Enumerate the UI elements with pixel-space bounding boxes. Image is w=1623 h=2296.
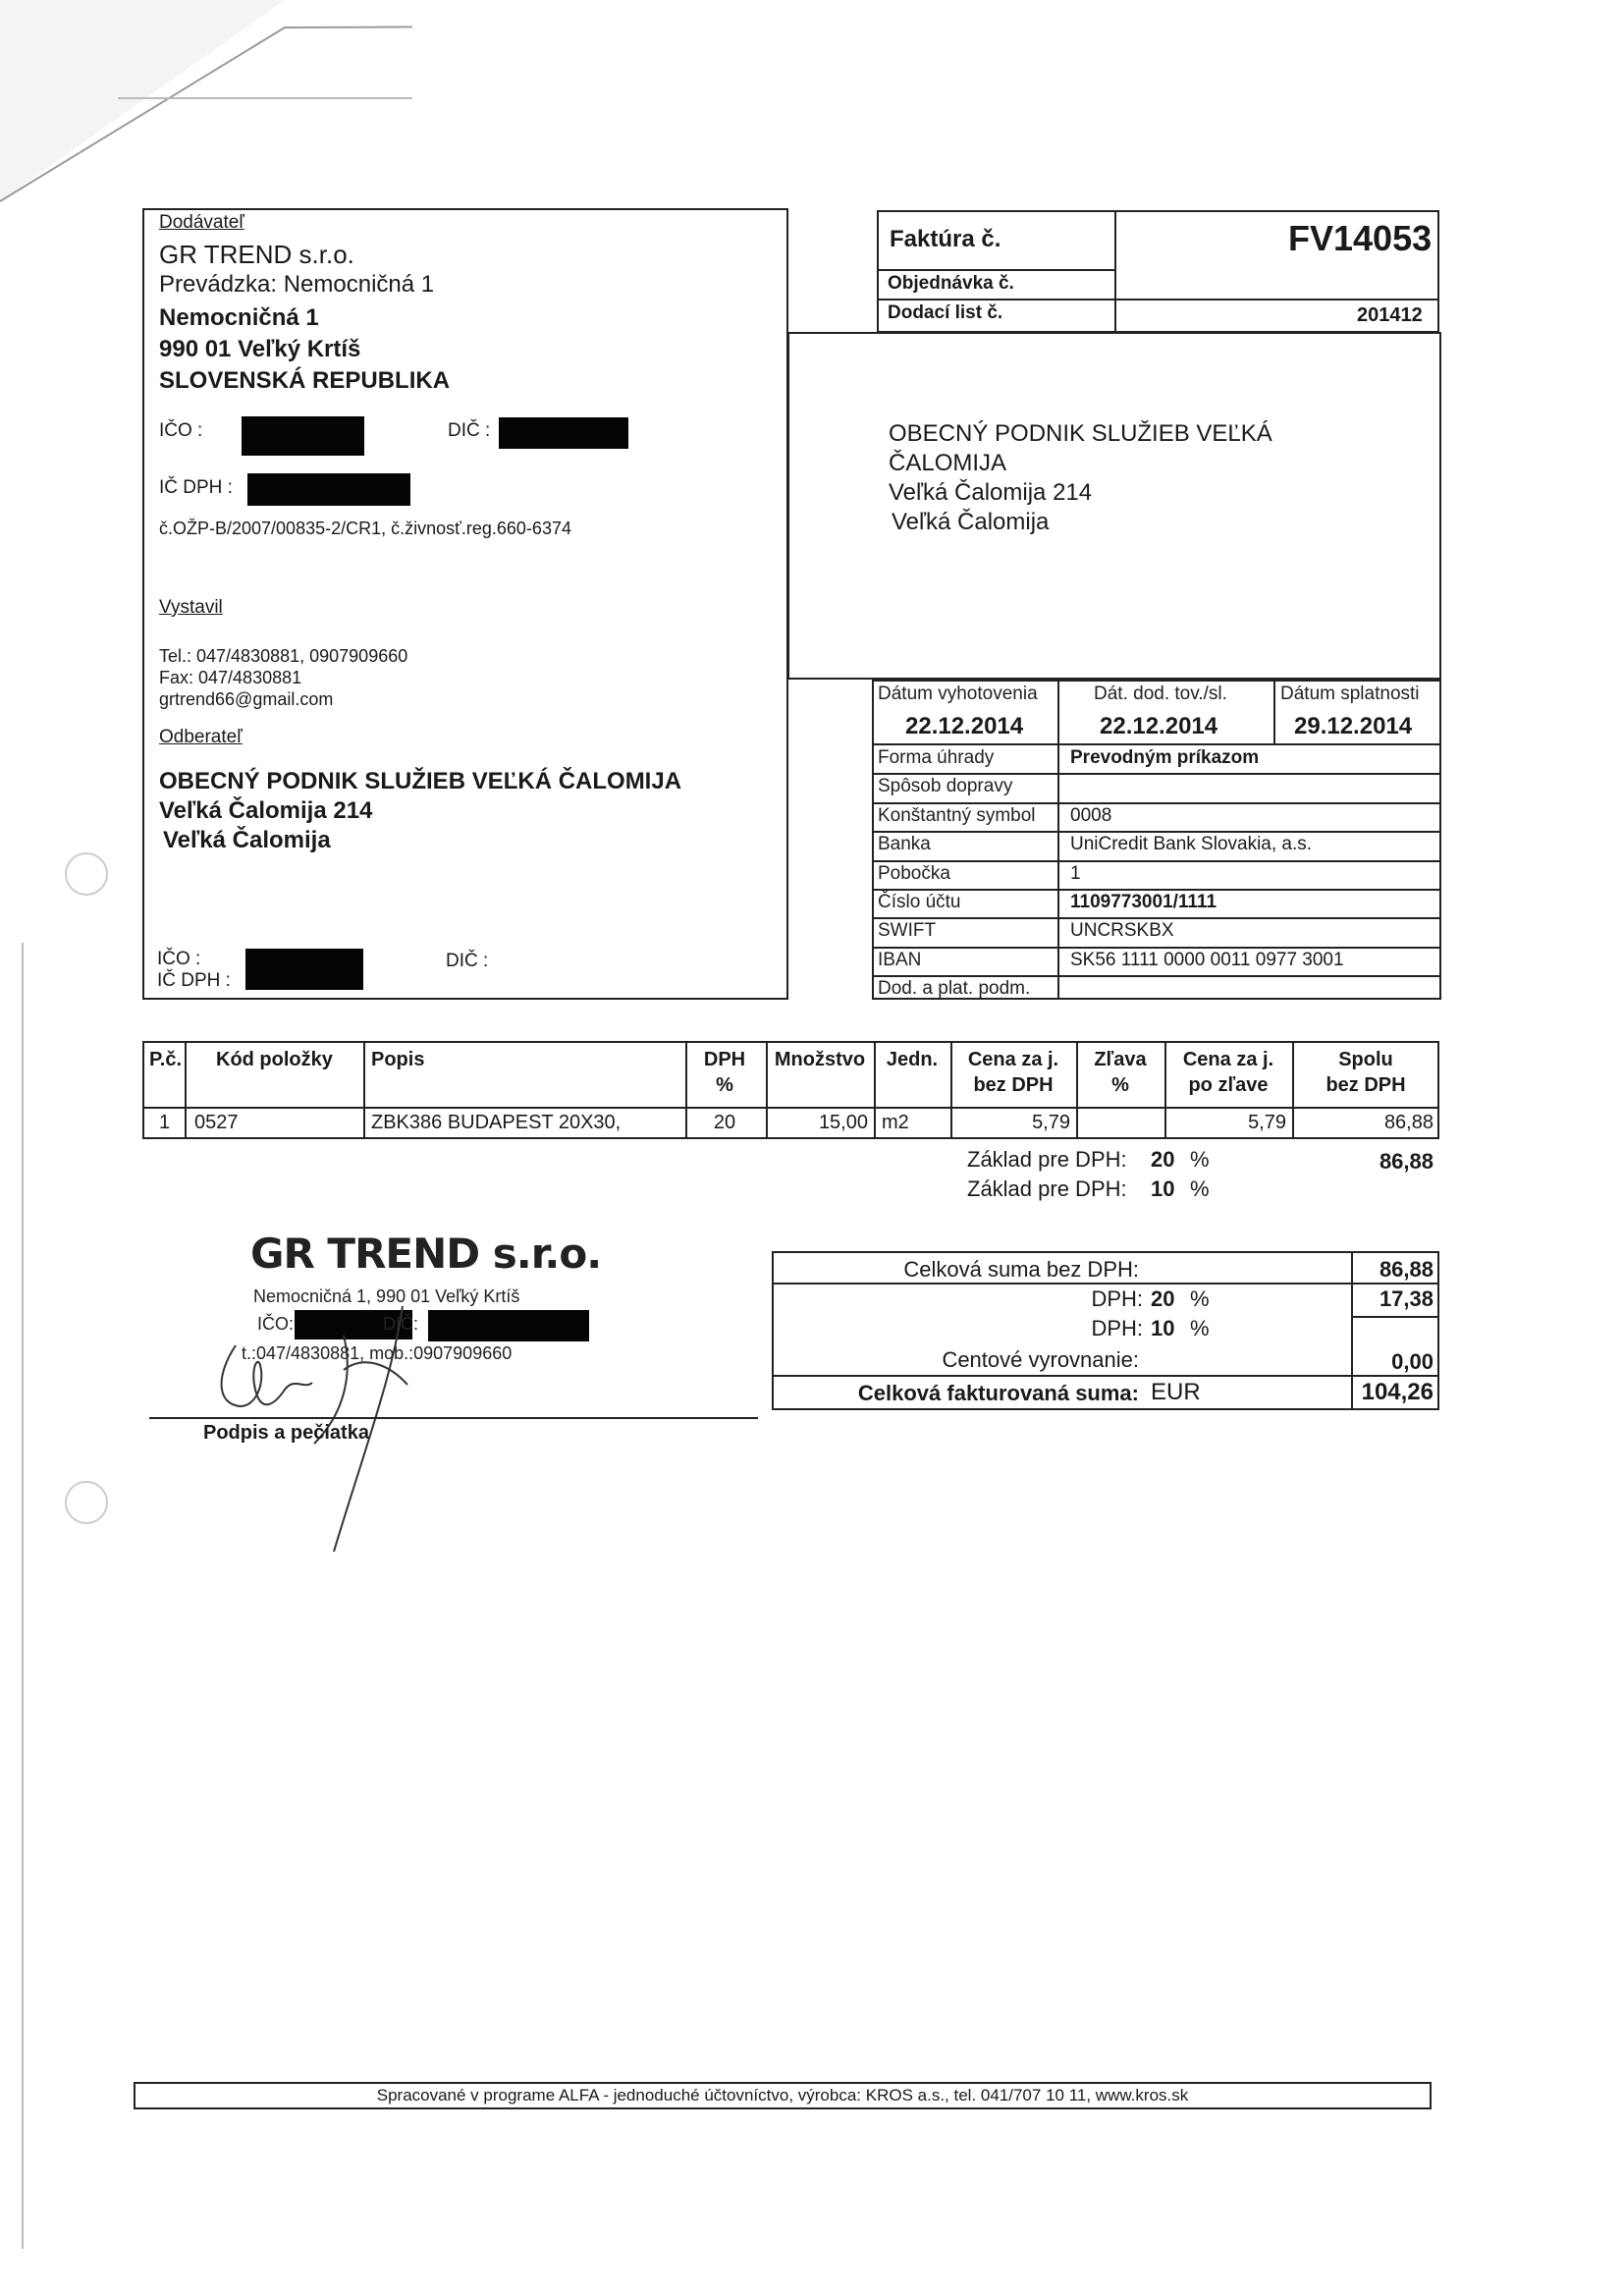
header-price-discounted: Cena za j. [1182,1049,1274,1070]
row-desc: ZBK386 BUDAPEST 20X30, [371,1112,622,1133]
supplier-heading: Dodávateľ [159,212,244,233]
payment-value: 0008 [1070,804,1112,826]
vat-base-10-label: Základ pre DPH: [967,1176,1127,1201]
due-date-value: 29.12.2014 [1294,713,1413,739]
payment-label: SWIFT [878,920,937,942]
delivery-note-value: 201412 [1357,304,1423,326]
delivery-date-value: 22.12.2014 [1100,713,1218,739]
stamp-ico: IČO: [257,1314,295,1334]
row-unit: m2 [882,1112,909,1133]
header-unit: Jedn. [886,1049,939,1070]
invoice-label: Faktúra č. [890,226,1001,252]
header-desc: Popis [371,1049,425,1070]
net-total-label: Celková suma bez DPH: [903,1257,1139,1282]
payment-value: Prevodným príkazom [1070,747,1260,768]
vat10-rate: 10 [1151,1316,1175,1340]
header-price-sub: bez DPH [973,1074,1054,1096]
issue-date-value: 22.12.2014 [905,713,1024,739]
address-line3: Veľká Čalomija 214 [889,479,1093,506]
row-vat: 20 [713,1112,736,1133]
payment-value: UNCRSKBX [1070,920,1174,942]
payment-label: Číslo účtu [878,892,961,912]
header-qty: Množstvo [774,1049,866,1070]
payment-label: Spôsob dopravy [878,776,1013,797]
row-total: 86,88 [1383,1112,1434,1133]
payment-label: Konštantný symbol [878,804,1036,826]
header-discount-unit: % [1111,1074,1129,1096]
payment-value: 1 [1070,862,1081,884]
supplier-premises: Prevádzka: Nemocničná 1 [159,271,435,298]
address-line1: OBECNÝ PODNIK SLUŽIEB VEĽKÁ [889,420,1272,447]
supplier-country: SLOVENSKÁ REPUBLIKA [159,367,451,394]
signature-line [149,1417,758,1419]
supplier-dic-label: DIČ : [448,420,491,441]
redacted-customer-ico [245,949,363,990]
header-discount: Zľava [1094,1049,1147,1070]
redacted-dic [499,417,628,449]
punch-hole [65,852,108,896]
payment-label: Banka [878,834,931,855]
header-total: Spolu [1338,1049,1393,1070]
header-vat-unit: % [716,1074,733,1096]
supplier-icdph-label: IČ DPH : [159,477,233,498]
payment-value: UniCredit Bank Slovakia, a.s. [1070,834,1313,855]
customer-street: Veľká Čalomija 214 [159,797,373,824]
vat10-unit: % [1190,1316,1210,1340]
header-price-discounted-sub: po zľave [1188,1074,1269,1096]
supplier-name: GR TREND s.r.o. [159,240,354,269]
vat20-rate: 20 [1151,1286,1175,1311]
order-label: Objednávka č. [888,273,1014,294]
row-price-discounted: 5,79 [1248,1112,1286,1133]
issued-by-email: grtrend66@gmail.com [159,689,334,709]
header-code: Kód položky [216,1049,333,1070]
header-price: Cena za j. [967,1049,1059,1070]
stamp-dic: DIČ: [383,1314,418,1334]
due-date-label: Dátum splatnosti [1280,683,1420,704]
supplier-city: 990 01 Veľký Krtíš [159,336,361,362]
header-pc: P.č. [149,1049,182,1070]
grand-total-value: 104,26 [1361,1379,1434,1405]
stamp-phone: t.:047/4830881, mob.:0907909660 [242,1343,513,1363]
vat-base-20-unit: % [1190,1147,1210,1172]
stamp-address: Nemocničná 1, 990 01 Veľký Krtíš [253,1286,520,1306]
row-qty: 15,00 [818,1112,868,1133]
redacted-icdph [247,473,410,506]
payment-label: Pobočka [878,862,950,884]
issued-by-heading: Vystavil [159,597,223,618]
issued-by-fax: Fax: 047/4830881 [159,668,302,687]
customer-ico-label: IČO : [157,949,201,969]
delivery-date-label: Dát. dod. tov./sl. [1094,683,1227,704]
net-total-value: 86,88 [1379,1257,1434,1282]
supplier-registration: č.OŽP-B/2007/00835-2/CR1, č.živnosť.reg.660-6374 [159,519,571,538]
row-pc: 1 [159,1112,171,1133]
grand-total-label: Celková fakturovaná suma: [857,1381,1139,1405]
supplier-ico-label: IČO : [159,420,203,441]
customer-city: Veľká Čalomija [163,827,331,853]
supplier-street: Nemocničná 1 [159,304,319,331]
row-code: 0527 [194,1112,239,1133]
header-total-sub: bez DPH [1325,1074,1406,1096]
customer-dic-label: DIČ : [446,951,489,971]
customer-icdph-label: IČ DPH : [157,970,231,991]
left-edge-line [22,943,24,2249]
customer-heading: Odberateľ [159,727,243,747]
payment-label: IBAN [878,949,922,970]
address-window [787,332,1441,680]
signature-label: Podpis a pečiatka [203,1422,369,1444]
delivery-note-label: Dodací list č. [888,302,1003,323]
vat-base-10-rate: 10 [1151,1176,1175,1201]
customer-name: OBECNÝ PODNIK SLUŽIEB VEĽKÁ ČALOMIJA [159,768,682,794]
grand-total-currency: EUR [1151,1379,1201,1405]
redacted-ico [242,416,364,456]
address-line2: ČALOMIJA [889,450,1007,476]
punch-hole [65,1481,108,1524]
vat-base-20-value: 86,88 [1379,1149,1434,1174]
vat10-label: DPH: [1091,1316,1143,1340]
issue-date-label: Dátum vyhotovenia [878,683,1038,704]
vat20-value: 17,38 [1379,1286,1434,1311]
vat20-unit: % [1190,1286,1210,1311]
folded-corner [0,0,412,216]
payment-label: Dod. a plat. podm. [878,978,1031,1000]
vat-base-10-unit: % [1190,1176,1210,1201]
footer-text: Spracované v programe ALFA - jednoduché účtovníctvo, výrobca: KROS a.s., tel. 041/707 10 11, www.kros.sk [376,2086,1189,2105]
address-line4: Veľká Čalomija [892,509,1050,535]
vat-base-20-rate: 20 [1151,1147,1175,1172]
rounding-label: Centové vyrovnanie: [942,1347,1139,1372]
stamp-name: GR TREND s.r.o. [250,1230,602,1278]
payment-value: SK56 1111 0000 0011 0977 3001 [1070,949,1344,970]
rounding-value: 0,00 [1391,1349,1434,1374]
vat-base-20-label: Základ pre DPH: [967,1147,1127,1172]
invoice-number: FV14053 [1288,218,1433,258]
issued-by-tel: Tel.: 047/4830881, 0907909660 [159,646,408,666]
payment-label: Forma úhrady [878,747,995,768]
payment-value: 1109773001/1111 [1070,892,1217,912]
row-price: 5,79 [1032,1112,1070,1133]
vat20-label: DPH: [1091,1286,1143,1311]
header-vat: DPH [703,1049,746,1070]
